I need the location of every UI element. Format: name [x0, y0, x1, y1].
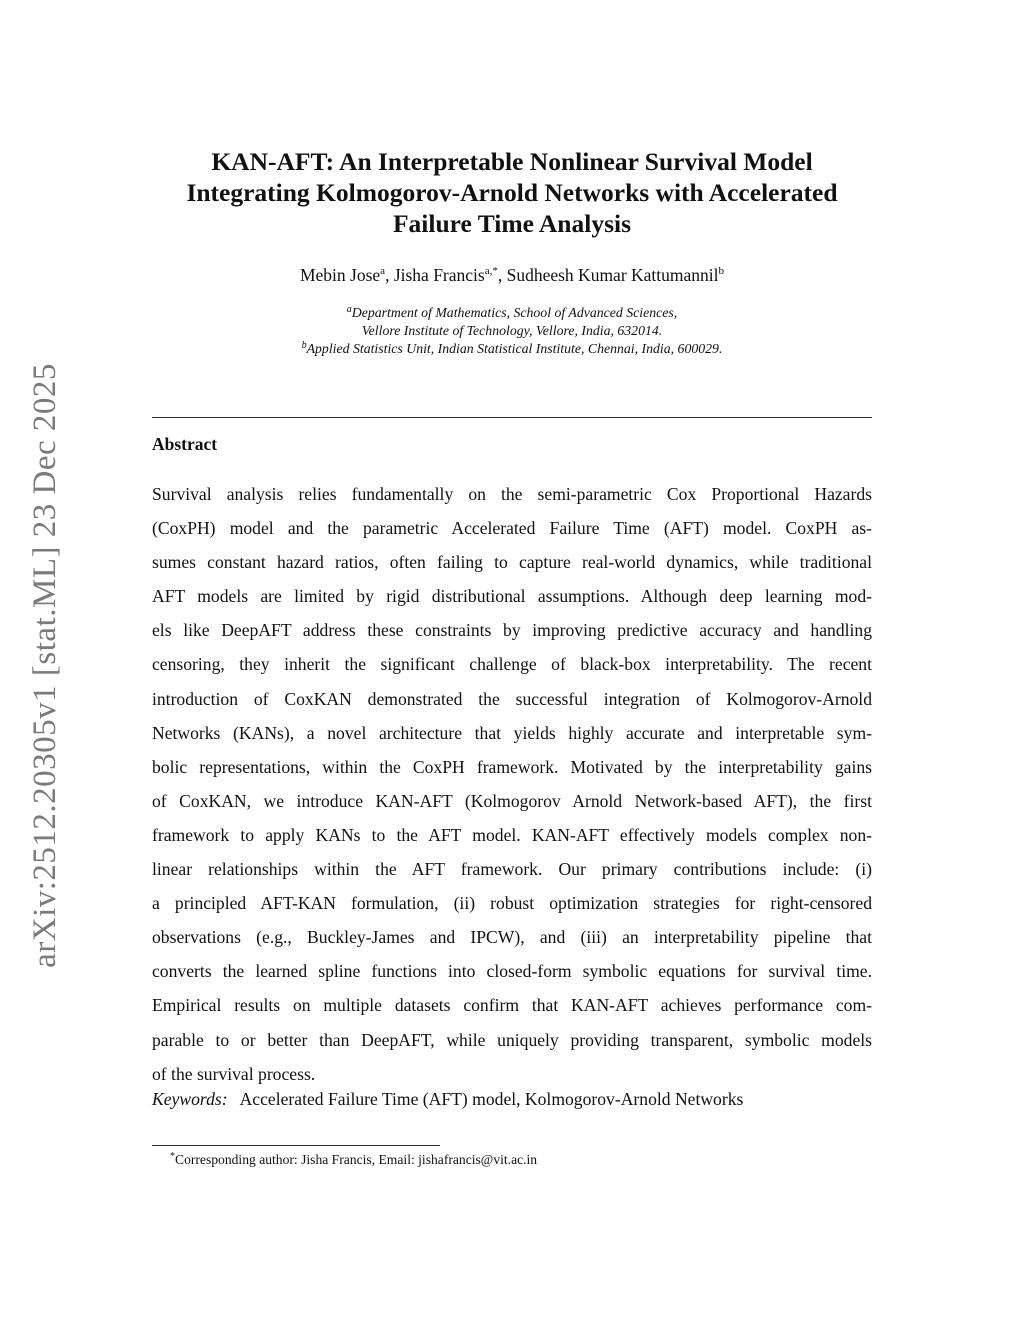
- affiliation-a-line-1: $^a$Department of Mathematics, School of Advanced Sciences,: [346, 304, 678, 320]
- author-mark: a: [380, 265, 386, 277]
- arxiv-id: arXiv:2512.20305v1 [stat.ML] 23 Dec 2025: [26, 362, 63, 968]
- title-line-2: Integrating Kolmogorov-Arnold Networks with Accelerated: [186, 178, 838, 207]
- keywords-text: Accelerated Failure Time (AFT) model, Kolmogorov-Arnold Networks: [239, 1089, 744, 1109]
- affiliation-a-line-2: Vellore Institute of Technology, Vellore, India, 632014.: [361, 323, 663, 338]
- keywords-label: Keywords:: [152, 1089, 228, 1109]
- author-separator: ,: [497, 265, 507, 285]
- abstract-top-rule: [152, 417, 872, 418]
- abstract-line: Networks (KANs), a novel architecture that yields highly accurate and interpretable sym-: [152, 722, 872, 743]
- abstract-line: linear relationships within the AFT framework. Our primary contributions include: (i): [152, 859, 872, 880]
- author-list: [152, 264, 872, 286]
- abstract-line: Survival analysis relies fundamentally on the semi-parametric Cox Proportional Hazards: [152, 484, 872, 504]
- keywords: [152, 1089, 743, 1110]
- abstract-line: of CoxKAN, we introduce KAN-AFT (Kolmogorov Arnold Network-based AFT), the first: [152, 790, 872, 811]
- abstract-line: (CoxPH) model and the parametric Accelerated Failure Time (AFT) model. CoxPH as-: [152, 518, 872, 539]
- abstract-line: Empirical results on multiple datasets confirm that KAN-AFT achieves performance com-: [152, 995, 872, 1016]
- abstract-line: framework to apply KANs to the AFT model. KAN-AFT effectively models complex non-: [152, 824, 872, 845]
- author-mark: a,*: [484, 265, 498, 277]
- abstract-line: converts the learned spline functions into closed-form symbolic equations for survival time.: [152, 961, 872, 982]
- abstract-line: sumes constant hazard ratios, often failing to capture real-world dynamics, while traditional: [152, 552, 872, 573]
- abstract-line: introduction of CoxKAN demonstrated the successful integration of Kolmogorov-Arnold: [152, 688, 872, 709]
- title-line-3: Failure Time Analysis: [392, 209, 632, 238]
- affiliation-b-mark: b: [301, 340, 307, 351]
- author-name: Mebin Jose: [299, 265, 381, 285]
- abstract-line: AFT models are limited by rigid distributional assumptions. Although deep learning mod-: [152, 586, 872, 607]
- affiliations: [152, 304, 872, 358]
- footnote-rule: [152, 1145, 440, 1146]
- abstract-line: parable to or better than DeepAFT, while uniquely providing transparent, symbolic models: [152, 1029, 872, 1050]
- footnote-mark: *: [170, 1151, 175, 1162]
- author-mark: b: [718, 265, 725, 277]
- footnote: [170, 1152, 537, 1168]
- affiliation-a-mark: a: [346, 304, 352, 315]
- abstract-body: [152, 477, 872, 1091]
- paper-title: [120, 146, 904, 239]
- abstract-line: censoring, they inherit the significant challenge of black-box interpretability. The recent: [152, 654, 872, 675]
- footnote-text: Corresponding author: Jisha Francis, Email: jishafrancis@vit.ac.in: [175, 1152, 538, 1167]
- arxiv-sidebar-stamp: [28, 360, 62, 970]
- affiliation-b: $^b$Applied Statistics Unit, Indian Statistical Institute, Chennai, India, 600029.: [301, 340, 723, 356]
- author-separator: ,: [385, 265, 394, 285]
- abstract-line: observations (e.g., Buckley-James and IPCW), and (iii) an interpretability pipeline that: [152, 927, 872, 948]
- abstract-line: a principled AFT-KAN formulation, (ii) robust optimization strategies for right-censored: [152, 893, 872, 914]
- author-name: Sudheesh Kumar Kattumannil: [506, 265, 719, 285]
- abstract-heading: Abstract: [152, 434, 218, 454]
- abstract-line: of the survival process.: [152, 1063, 316, 1084]
- abstract-line: bolic representations, within the CoxPH framework. Motivated by the interpretability gains: [152, 756, 872, 777]
- title-line-1: KAN-AFT: An Interpretable Nonlinear Survival Model: [211, 147, 813, 176]
- abstract-line: els like DeepAFT address these constraints by improving predictive accuracy and handling: [152, 620, 872, 641]
- author-name: Jisha Francis: [393, 265, 485, 285]
